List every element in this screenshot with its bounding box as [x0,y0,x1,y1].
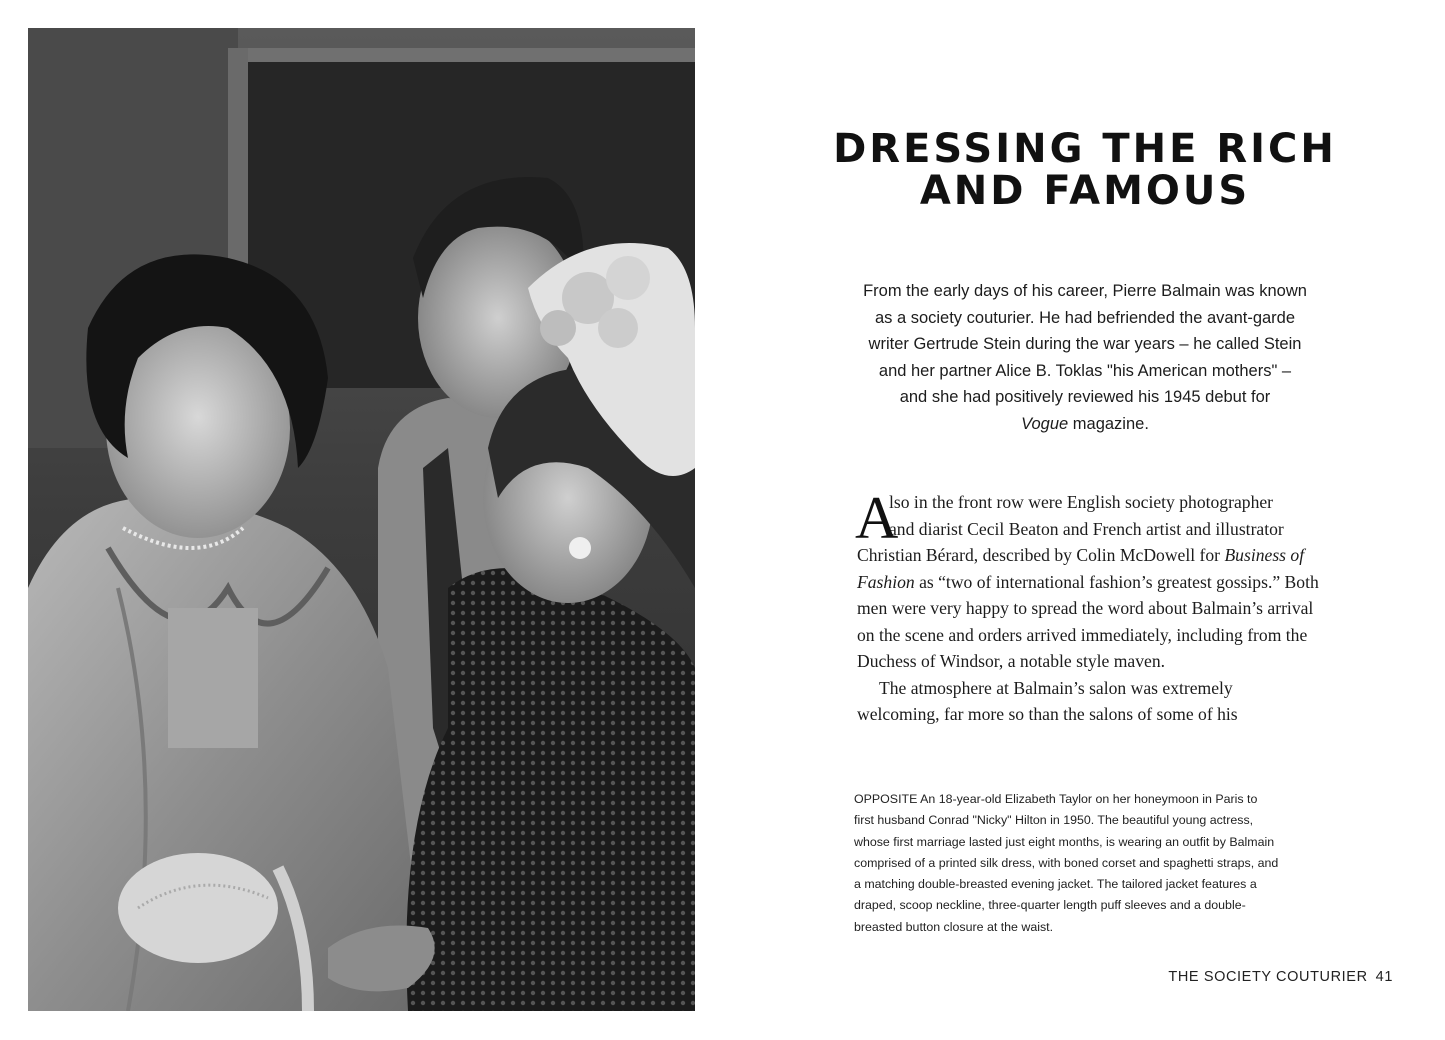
page-title [820,128,1350,212]
body-line: lso in the front row were English society photographer [889,492,1274,512]
black-and-white-photograph [28,28,695,1011]
page-footer [1168,969,1393,985]
intro-line-end: magazine. [1068,414,1149,433]
body-paragraph [855,485,1327,728]
intro-line-last [850,411,1320,438]
caption-line: first husband Conrad "Nicky" Hilton in 1950. The beautiful young actress, [854,813,1254,828]
drop-cap: A [855,485,899,551]
page-number: 41 [1375,969,1393,985]
publication-title: Business of [1224,545,1305,565]
caption-line: comprised of a printed silk dress, with boned corset and spaghetti straps, and [854,855,1279,870]
body-line: The atmosphere at Balmain’s salon was extremely [879,677,1233,698]
caption-line: whose first marriage lasted just eight months, is wearing an outfit by Balmain [854,834,1275,849]
caption-line: OPPOSITE An 18-year-old Elizabeth Taylor on her honeymoon in Paris to [854,792,1258,806]
title-line-1: DRESSING THE RICH [833,126,1337,172]
body-line [857,542,1327,569]
intro-paragraph [850,278,1320,437]
intro-line: and her partner Alice B. Toklas "his American mothers" – [878,361,1292,380]
body-line: Duchess of Windsor, a notable style maven. [857,651,1166,671]
body-line: on the scene and orders arrived immediately, including from the [857,624,1308,645]
caption-line: a matching double-breasted evening jacket. The tailored jacket features a [854,877,1257,892]
body-line: men were very happy to spread the word about Balmain’s arrival [857,598,1314,618]
intro-line: From the early days of his career, Pierre Balmain was known [863,282,1307,300]
body-line-text: as “two of international fashion’s greatest gossips.” Both [914,571,1319,592]
intro-line: as a society couturier. He had befriended the avant-garde [874,308,1296,327]
photo-caption [854,789,1324,938]
body-line [857,569,1327,596]
body-line: and diarist Cecil Beaton and French artist and illustrator [889,518,1284,539]
magazine-title: Vogue [1021,414,1069,433]
caption-line: draped, scoop neckline, three-quarter length puff sleeves and a double- [854,898,1246,913]
title-line-2: AND FAMOUS [919,168,1251,214]
running-footer-section: THE SOCIETY COUTURIER [1168,969,1368,985]
photograph-icon [28,28,695,1011]
publication-title-end: Fashion [857,571,915,592]
caption-line: breasted button closure at the waist. [854,919,1054,934]
body-line: welcoming, far more so than the salons of some of his [857,704,1238,724]
intro-line: writer Gertrude Stein during the war years – he called Stein [868,335,1302,353]
intro-line: and she had positively reviewed his 1945 debut for [899,388,1271,406]
body-line-text: Christian Bérard, described by Colin McDowell for [857,545,1225,565]
